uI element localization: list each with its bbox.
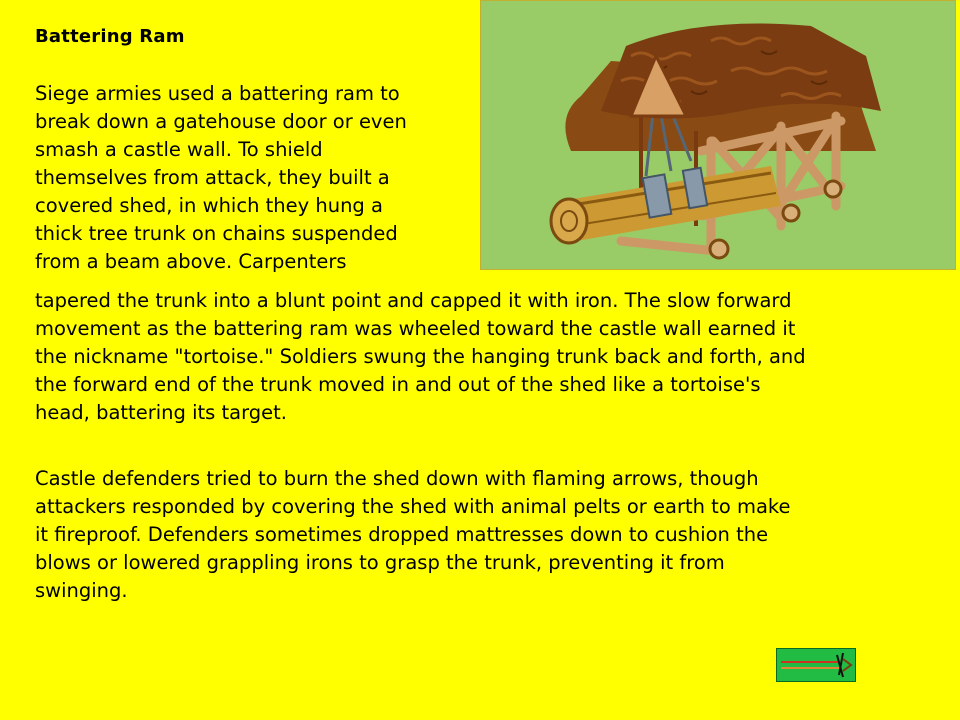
battering-ram-illustration [480, 0, 956, 270]
next-arrow-icon [777, 649, 855, 681]
paragraph-2-line: movement as the battering ram was wheeled toward the castle wall earned it [35, 317, 796, 340]
paragraph-3-line: blows or lowered grappling irons to grasp the trunk, preventing it from [35, 551, 725, 574]
paragraph-1-line: themselves from attack, they built a [35, 166, 390, 189]
paragraph-3-line: Castle defenders tried to burn the shed down with flaming arrows, though [35, 467, 759, 490]
paragraph-2 [35, 287, 935, 427]
paragraph-2-line: tapered the trunk into a blunt point and capped it with iron. The slow forward [35, 289, 792, 312]
paragraph-1-line: thick tree trunk on chains suspended [35, 222, 398, 245]
paragraph-2-line: the forward end of the trunk moved in and out of the shed like a tortoise's [35, 373, 761, 396]
paragraph-3-line: it fireproof. Defenders sometimes dropped mattresses down to cushion the [35, 523, 769, 546]
paragraph-3-line: swinging. [35, 579, 128, 602]
next-button[interactable] [776, 648, 856, 682]
page-title: Battering Ram [35, 26, 185, 47]
paragraph-1-line: covered shed, in which they hung a [35, 194, 383, 217]
paragraph-1-line: break down a gatehouse door or even [35, 110, 407, 133]
paragraph-1-line: Siege armies used a battering ram to [35, 82, 400, 105]
battering-ram-drawing [481, 1, 955, 269]
paragraph-2-line: the nickname "tortoise." Soldiers swung the hanging trunk back and forth, and [35, 345, 806, 368]
paragraph-1-line: from a beam above. Carpenters [35, 250, 347, 273]
paragraph-1 [35, 80, 465, 276]
paragraph-3 [35, 465, 935, 605]
paragraph-2-line: head, battering its target. [35, 401, 287, 424]
paragraph-3-line: attackers responded by covering the shed with animal pelts or earth to make [35, 495, 791, 518]
paragraph-1-line: smash a castle wall. To shield [35, 138, 323, 161]
